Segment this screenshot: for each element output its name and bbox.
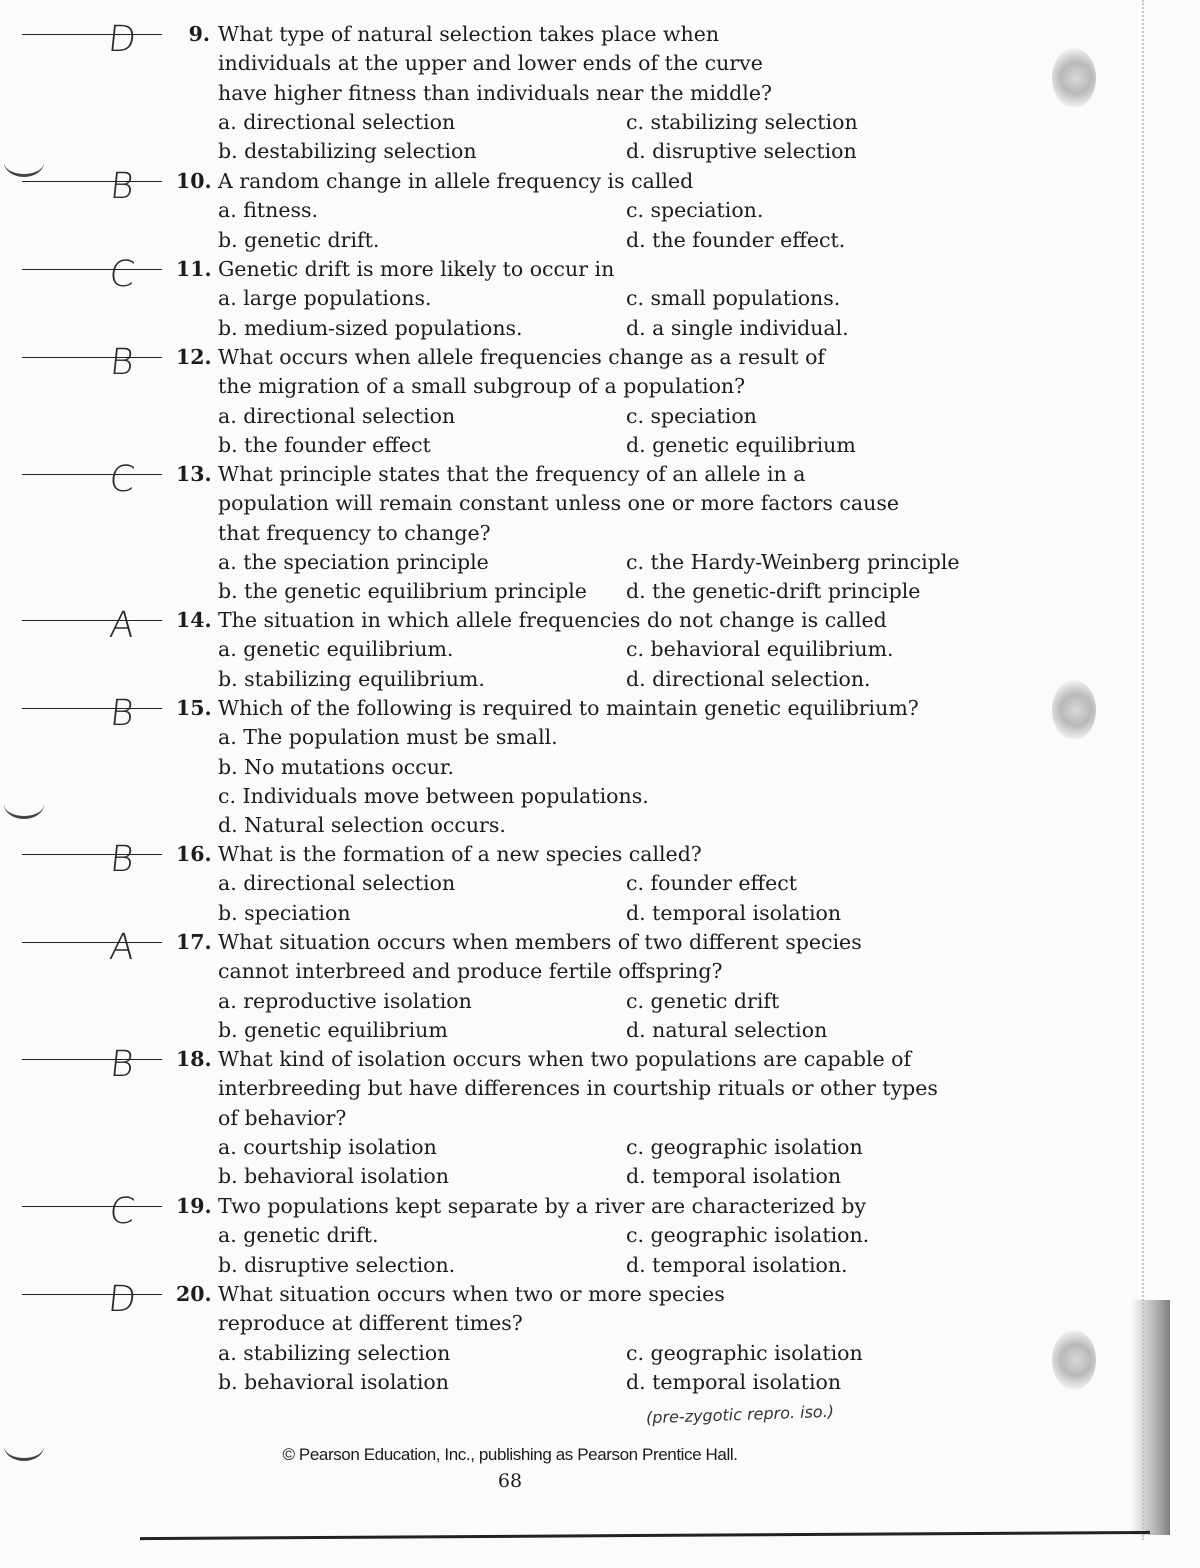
handwritten-answer: B	[108, 693, 136, 734]
handwritten-answer: D	[106, 1279, 139, 1320]
option-a: a. The population must be small.	[218, 725, 558, 750]
answer-blank	[22, 1279, 162, 1320]
option-a: a. the speciation principle	[218, 549, 489, 574]
options	[0, 108, 1130, 167]
question-19	[0, 1192, 1130, 1280]
question-number: 18.	[176, 1047, 212, 1071]
question-stem: What type of natural selection takes place when individuals at the upper and lower ends of the curve have higher fitness than individuals near the middle?	[218, 22, 772, 105]
option-b: b. disruptive selection.	[218, 1252, 456, 1277]
handwritten-answer: A	[107, 605, 137, 646]
handwritten-answer: D	[106, 19, 139, 60]
options	[0, 402, 1130, 461]
option-a: a. directional selection	[218, 403, 456, 428]
option-b: b. stabilizing equilibrium.	[218, 666, 485, 691]
option-c: c. speciation.	[626, 198, 764, 223]
option-d: d. temporal isolation.	[626, 1252, 848, 1277]
question-17	[0, 928, 1130, 1045]
option-d: d. directional selection.	[626, 666, 871, 691]
option-c: c. behavioral equilibrium.	[626, 637, 894, 662]
handwritten-note: (pre-zygotic repro. iso.)	[645, 1401, 835, 1428]
answer-blank	[22, 605, 162, 646]
answer-blank	[22, 927, 162, 968]
answer-blank	[22, 459, 162, 500]
option-b: b. the founder effect	[218, 432, 431, 457]
option-b: b. speciation	[218, 900, 351, 925]
handwritten-answer: C	[107, 254, 137, 295]
option-b: b. No mutations occur.	[218, 754, 455, 779]
option-d: d. Natural selection occurs.	[218, 813, 506, 838]
option-a: a. stabilizing selection	[218, 1340, 451, 1365]
question-stem: What situation occurs when members of two different species cannot interbreed and produce fertile offspring?	[218, 930, 862, 984]
question-15	[0, 694, 1130, 840]
answer-blank	[22, 166, 162, 207]
option-c: c. speciation	[626, 403, 757, 428]
option-b: b. genetic equilibrium	[218, 1017, 448, 1042]
question-stem: The situation in which allele frequencies do not change is called	[218, 608, 887, 632]
question-stem: What occurs when allele frequencies change as a result of the migration of a small subgroup of a population?	[218, 345, 826, 399]
option-a: a. genetic drift.	[218, 1223, 379, 1248]
question-stem: Two populations kept separate by a river are characterized by	[218, 1194, 867, 1218]
options	[0, 196, 1130, 255]
question-stem: What principle states that the frequency of an allele in a population will remain constant unless one or more factors cause that frequency to change?	[218, 462, 899, 545]
option-b: b. behavioral isolation	[218, 1369, 449, 1394]
option-a: a. fitness.	[218, 198, 319, 223]
option-c: c. small populations.	[626, 286, 841, 311]
option-a: a. genetic equilibrium.	[218, 637, 454, 662]
option-d: d. disruptive selection	[626, 139, 857, 164]
option-b: b. genetic drift.	[218, 227, 380, 252]
option-a: a. large populations.	[218, 286, 432, 311]
answer-blank	[22, 19, 162, 60]
handwritten-answer: C	[107, 1191, 137, 1232]
option-b: b. the genetic equilibrium principle	[218, 579, 587, 604]
options	[0, 1339, 1130, 1398]
question-number: 14.	[176, 608, 212, 632]
page-shadow	[1130, 1300, 1170, 1535]
question-stem: A random change in allele frequency is called	[218, 169, 694, 193]
option-c: c. the Hardy-Weinberg principle	[626, 549, 960, 574]
question-20	[0, 1280, 1130, 1397]
option-a: a. courtship isolation	[218, 1134, 437, 1159]
option-d: d. genetic equilibrium	[626, 432, 856, 457]
page-number: 68	[497, 1470, 523, 1492]
option-a: a. reproductive isolation	[218, 988, 472, 1013]
option-c: c. founder effect	[626, 871, 797, 896]
question-11	[0, 255, 1130, 343]
handwritten-answer: A	[107, 927, 137, 968]
option-b: b. medium-sized populations.	[218, 315, 523, 340]
options	[0, 1221, 1130, 1280]
option-d: d. temporal isolation	[626, 1164, 842, 1189]
question-12	[0, 343, 1130, 460]
question-14	[0, 606, 1130, 694]
question-number: 15.	[176, 696, 212, 720]
options	[0, 987, 1130, 1046]
option-c: c. geographic isolation	[626, 1340, 863, 1365]
question-13	[0, 460, 1130, 606]
option-a: a. directional selection	[218, 109, 456, 134]
question-number: 9.	[188, 22, 210, 46]
answer-blank	[22, 839, 162, 880]
question-stem: What situation occurs when two or more species reproduce at different times?	[218, 1282, 725, 1336]
question-stem: Which of the following is required to maintain genetic equilibrium?	[218, 696, 919, 720]
options	[0, 635, 1130, 694]
question-10	[0, 167, 1130, 255]
option-d: d. the genetic-drift principle	[626, 579, 921, 604]
question-stem: What is the formation of a new species called?	[218, 842, 702, 866]
option-d: d. temporal isolation	[626, 1369, 842, 1394]
question-stem: Genetic drift is more likely to occur in	[218, 257, 615, 281]
options	[0, 869, 1130, 928]
option-d: d. a single individual.	[626, 315, 849, 340]
option-b: b. destabilizing selection	[218, 139, 477, 164]
handwritten-answer: B	[108, 342, 136, 383]
answer-blank	[22, 1191, 162, 1232]
options	[0, 723, 1130, 840]
question-number: 11.	[176, 257, 212, 281]
handwritten-answer: B	[108, 1044, 136, 1085]
options	[0, 548, 1130, 607]
question-18	[0, 1045, 1130, 1191]
option-b: b. behavioral isolation	[218, 1164, 449, 1189]
option-c: c. Individuals move between populations.	[218, 783, 649, 808]
option-d: d. the founder effect.	[626, 227, 846, 252]
answer-blank	[22, 1044, 162, 1085]
copyright-footer: © Pearson Education, Inc., publishing as Pearson Prentice Hall.	[282, 1445, 738, 1464]
page-bottom-edge	[140, 1531, 1150, 1540]
question-number: 13.	[176, 462, 212, 486]
answer-blank	[22, 254, 162, 295]
answer-blank	[22, 693, 162, 734]
option-a: a. directional selection	[218, 871, 456, 896]
question-number: 12.	[176, 345, 212, 369]
options	[0, 284, 1130, 343]
question-number: 17.	[176, 930, 212, 954]
option-c: c. geographic isolation.	[626, 1223, 870, 1248]
options	[0, 1133, 1130, 1192]
option-d: d. natural selection	[626, 1017, 828, 1042]
answer-blank	[22, 342, 162, 383]
option-c: c. genetic drift	[626, 988, 780, 1013]
question-number: 20.	[176, 1282, 212, 1306]
handwritten-answer: B	[108, 166, 136, 207]
option-c: c. stabilizing selection	[626, 109, 858, 134]
option-c: c. geographic isolation	[626, 1134, 863, 1159]
question-number: 19.	[176, 1194, 212, 1218]
handwritten-answer: B	[108, 839, 136, 880]
option-d: d. temporal isolation	[626, 900, 842, 925]
handwritten-answer: C	[107, 459, 137, 500]
question-number: 10.	[176, 169, 212, 193]
question-number: 16.	[176, 842, 212, 866]
question-16	[0, 840, 1130, 928]
question-stem: What kind of isolation occurs when two populations are capable of interbreeding but have differences in courtship rituals or other types of behavior?	[218, 1047, 938, 1130]
question-9	[0, 20, 1130, 166]
